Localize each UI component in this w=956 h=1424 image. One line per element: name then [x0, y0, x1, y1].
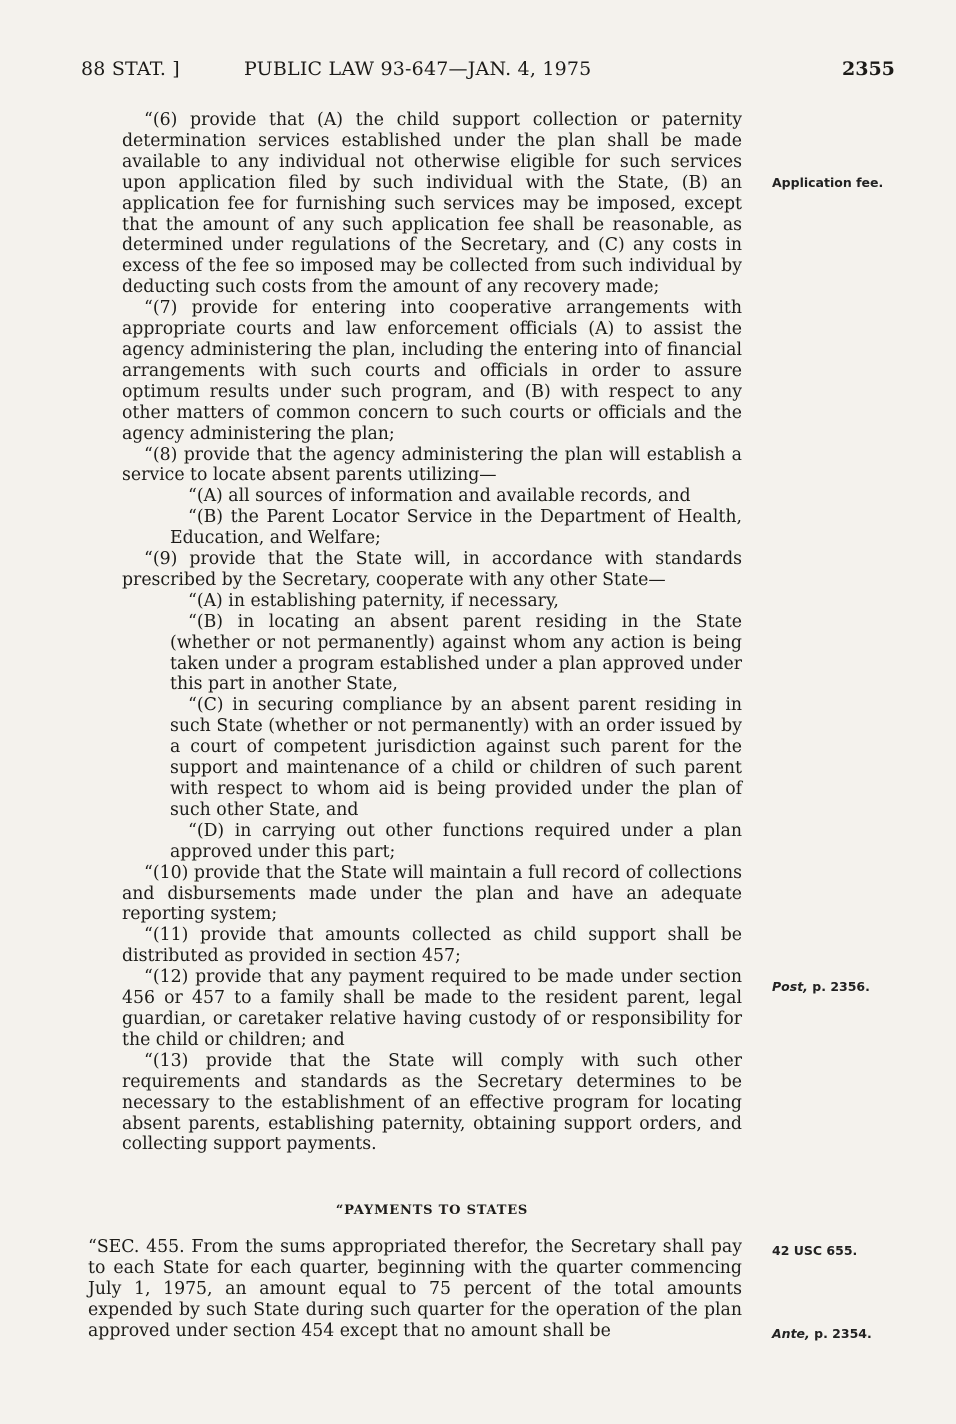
margin-note-post-label: Post, [772, 979, 808, 994]
main-text-column [122, 110, 742, 1155]
paragraph-10: “(10) provide that the State will maintain a full record of collections and disbursements made under the plan and have an adequate reporting system; [122, 862, 742, 925]
margin-note-post [772, 979, 870, 994]
paragraph-11: “(11) provide that amounts collected as child support shall be distributed as provided in section 457; [122, 925, 742, 967]
margin-note-usc: 42 USC 655. [772, 1243, 858, 1258]
margin-note-ante-page: p. 2354. [809, 1326, 872, 1341]
section-455-text [88, 1237, 742, 1342]
section-455-paragraph: “SEC. 455. From the sums appropriated therefor, the Secretary shall pay to each State for each quarter, beginning with the quarter commencing July 1, 1975, an amount equal to 75 percent of the total amounts expended by such State during such quarter for the operation of the plan approved under section 454 except that no amount shall be [88, 1237, 742, 1341]
statute-reference: 88 STAT. ] [81, 58, 180, 80]
paragraph-8: “(8) provide that the agency administering the plan will establish a service to locate absent parents utilizing— [122, 444, 742, 486]
paragraph-12: “(12) provide that any payment required to be made under section 456 or 457 to a family shall be made to the resident parent, legal guardian, or caretaker relative having custody of or responsibility for the child or children; and [122, 967, 742, 1050]
margin-note-post-page: p. 2356. [807, 979, 870, 994]
margin-note-application-fee: Application fee. [772, 175, 884, 190]
paragraph-9c: “(C) in securing compliance by an absent parent residing in such State (whether or not permanently) with an order issued by a court of competent jurisdiction against such parent for the support and maintenance of a child or children of such parent with respect to whom aid is being provided under the plan of such other State, and [170, 695, 742, 820]
margin-note-ante [772, 1326, 872, 1341]
paragraph-9: “(9) provide that the State will, in accordance with standards prescribed by the Secretary, cooperate with any other State— [122, 549, 742, 590]
paragraph-6: “(6) provide that (A) the child support collection or paternity determination services established under the plan shall be made available to any individual not otherwise eligible for such services upon application filed by such individual with the State, (B) an application fee for furnishing such services may be imposed, except that the amount of any such application fee shall be reasonable, as determined under regulations of the Secretary, and (C) any costs in excess of the fee so imposed may be collected from such individual by deducting such costs from the amount of any recovery made; [122, 110, 742, 298]
margin-note-ante-label: Ante, [772, 1326, 810, 1341]
section-heading: “PAYMENTS TO STATES [335, 1203, 529, 1218]
page-number: 2355 [842, 58, 895, 80]
paragraph-9d: “(D) in carrying out other functions required under a plan approved under this part; [170, 820, 742, 862]
paragraph-7: “(7) provide for entering into cooperative arrangements with appropriate courts and law enforcement officials (A) to assist the agency administering the plan, including the entering into of financial arrangements with such courts and officials in order to assure optimum results under such program, and (B) with respect to any other matters of common concern to such courts or officials and the agency administering the plan; [122, 298, 742, 444]
law-title: PUBLIC LAW 93-647—JAN. 4, 1975 [244, 58, 592, 80]
paragraph-8b: “(B) the Parent Locator Service in the Department of Health, Education, and Welfare; [170, 507, 742, 549]
paragraph-13: “(13) provide that the State will comply with such other requirements and standards as the Secretary determines to be necessary to the establishment of an effective program for locating absent parents, establishing paternity, obtaining support orders, and collecting support payments. [122, 1050, 742, 1155]
paragraph-9a: “(A) in establishing paternity, if necessary, [188, 590, 559, 611]
paragraph-9b: “(B) in locating an absent parent residing in the State (whether or not permanently) against whom any action is being taken under a program established under a plan approved under this part in another State, [170, 611, 742, 695]
paragraph-8a: “(A) all sources of information and available records, and [188, 486, 691, 507]
page-header [0, 58, 956, 88]
